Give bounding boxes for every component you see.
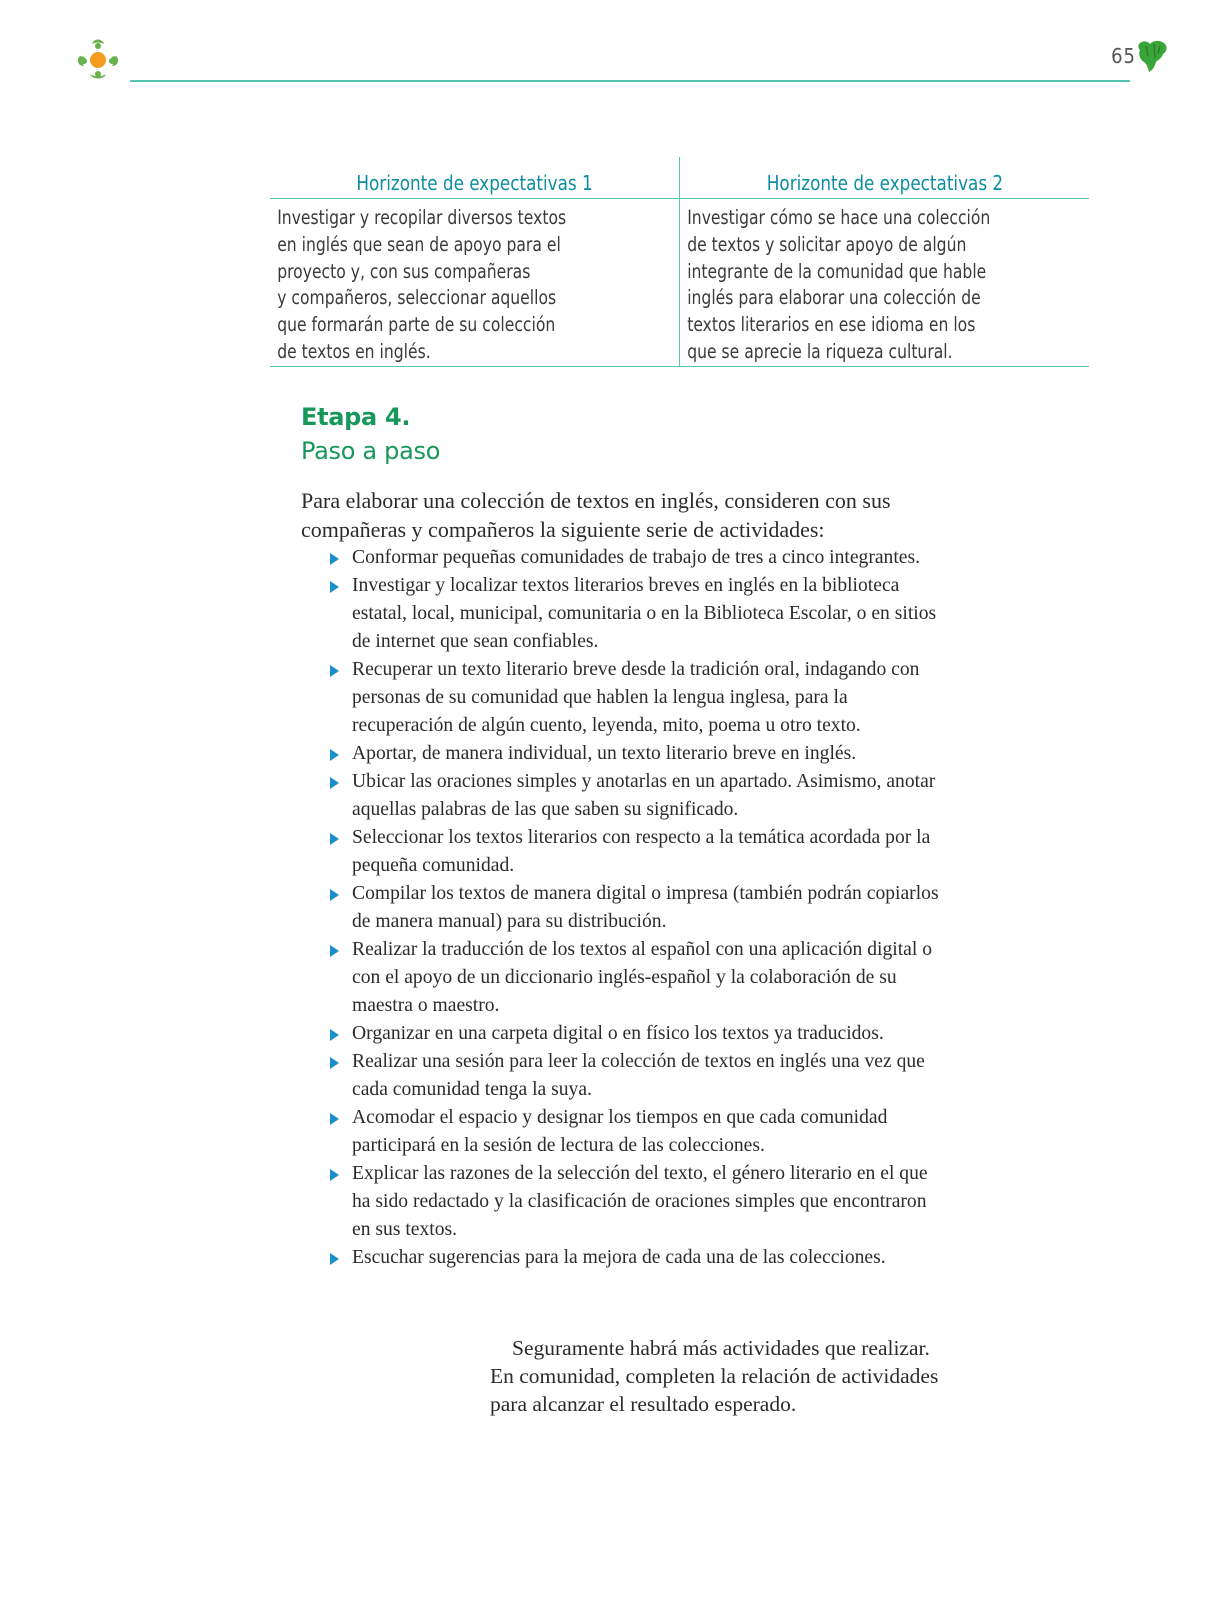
bullet-arrow-icon xyxy=(330,1169,339,1181)
bullet-arrow-icon xyxy=(330,1029,339,1041)
bullet-arrow-icon xyxy=(330,889,339,901)
header-rule xyxy=(130,80,1130,82)
cell-line: Investigar y recopilar diversos textos xyxy=(277,206,567,229)
activity-text: Realizar la traducción de los textos al español con una aplicación digital o con el apoyo de un diccionario inglés-español y la colaboración de su maestra o maestro. xyxy=(352,939,932,1016)
expectations-table xyxy=(270,157,1089,367)
mexico-map-emblem-icon xyxy=(1136,38,1170,74)
activity-text: Recuperar un texto literario breve desde la tradición oral, indagando con personas de su comunidad que hablen la lengua inglesa, para la recuperación de algún cuento, leyenda, mito, poema u otro texto. xyxy=(352,659,920,736)
stage-subtitle: Paso a paso xyxy=(301,437,441,465)
expectations-header-1: Horizonte de expectativas 1 xyxy=(307,157,643,199)
closing-line: para alcanzar el resultado esperado. xyxy=(490,1392,797,1416)
bullet-arrow-icon xyxy=(330,945,339,957)
list-item xyxy=(352,740,942,768)
bullet-arrow-icon xyxy=(330,1253,339,1265)
bullet-arrow-icon xyxy=(330,665,339,677)
bullet-arrow-icon xyxy=(330,553,339,565)
bullet-arrow-icon xyxy=(330,749,339,761)
intro-paragraph: Para elaborar una colección de textos en inglés, consideren con sus compañeras y compañeros la siguiente serie de actividades: xyxy=(301,488,891,542)
cell-line: inglés para elaborar una colección de xyxy=(687,286,981,310)
page-number: 65 xyxy=(1111,44,1136,68)
list-item xyxy=(352,1020,942,1048)
closing-paragraph xyxy=(490,1334,970,1418)
expectations-cell-2 xyxy=(680,199,1090,367)
closing-line: Seguramente habrá más actividades que realizar. xyxy=(512,1336,930,1360)
activities-list xyxy=(352,544,942,1272)
bullet-arrow-icon xyxy=(330,777,339,789)
activity-text: Compilar los textos de manera digital o impresa (también podrán copiarlos de manera manual) para su distribución. xyxy=(352,883,939,932)
closing-line: En comunidad, completen la relación de actividades xyxy=(490,1364,939,1388)
list-item xyxy=(352,824,942,880)
cell-line: que se aprecie la riqueza cultural. xyxy=(687,339,953,363)
cell-line: de textos en inglés. xyxy=(277,339,431,363)
list-item xyxy=(352,656,942,740)
stage-title: Etapa 4. xyxy=(301,403,411,431)
activity-text: Realizar una sesión para leer la colección de textos en inglés una vez que cada comunidad tenga la suya. xyxy=(352,1051,925,1100)
list-item xyxy=(352,1104,942,1160)
bullet-arrow-icon xyxy=(330,1113,339,1125)
expectations-cell-1 xyxy=(270,199,680,367)
activity-text: Investigar y localizar textos literarios breves en inglés en la biblioteca estatal, local, municipal, comunitaria o en la Biblioteca Escolar, o en sitios de internet que sean confiables. xyxy=(352,575,937,652)
community-logo-icon xyxy=(72,34,124,86)
expectations-header-2: Horizonte de expectativas 2 xyxy=(716,157,1052,199)
list-item xyxy=(352,1048,942,1104)
list-item xyxy=(352,768,942,824)
bullet-arrow-icon xyxy=(330,1057,339,1069)
bullet-arrow-icon xyxy=(330,581,339,593)
cell-line: integrante de la comunidad que hable xyxy=(687,259,987,283)
activity-text: Acomodar el espacio y designar los tiempos en que cada comunidad participará en la sesión de lectura de las colecciones. xyxy=(352,1107,888,1156)
cell-line: proyecto y, con sus compañeras xyxy=(277,259,531,283)
list-item xyxy=(352,572,942,656)
activity-text: Seleccionar los textos literarios con respecto a la temática acordada por la pequeña comunidad. xyxy=(352,827,931,876)
list-item xyxy=(352,1244,942,1272)
activity-text: Explicar las razones de la selección del texto, el género literario en el que ha sido redactado y la clasificación de oraciones simples que encontraron en sus textos. xyxy=(352,1163,928,1240)
list-item xyxy=(352,544,942,572)
list-item xyxy=(352,936,942,1020)
list-item xyxy=(352,1160,942,1244)
bullet-arrow-icon xyxy=(330,833,339,845)
activity-text: Organizar en una carpeta digital o en físico los textos ya traducidos. xyxy=(352,1023,884,1044)
cell-line: que formarán parte de su colección xyxy=(277,313,556,337)
activity-text: Escuchar sugerencias para la mejora de cada una de las colecciones. xyxy=(352,1247,886,1268)
list-item xyxy=(352,880,942,936)
cell-line: en inglés que sean de apoyo para el xyxy=(277,232,561,256)
activity-text: Ubicar las oraciones simples y anotarlas en un apartado. Asimismo, anotar aquellas palabras de las que saben su significado. xyxy=(352,771,936,820)
cell-line: Investigar cómo se hace una colección xyxy=(687,206,991,229)
cell-line: textos literarios en ese idioma en los xyxy=(687,313,976,337)
activity-text: Aportar, de manera individual, un texto literario breve en inglés. xyxy=(352,743,857,764)
activity-text: Conformar pequeñas comunidades de trabajo de tres a cinco integrantes. xyxy=(352,547,921,568)
cell-line: y compañeros, seleccionar aquellos xyxy=(277,286,557,310)
cell-line: de textos y solicitar apoyo de algún xyxy=(687,232,967,256)
